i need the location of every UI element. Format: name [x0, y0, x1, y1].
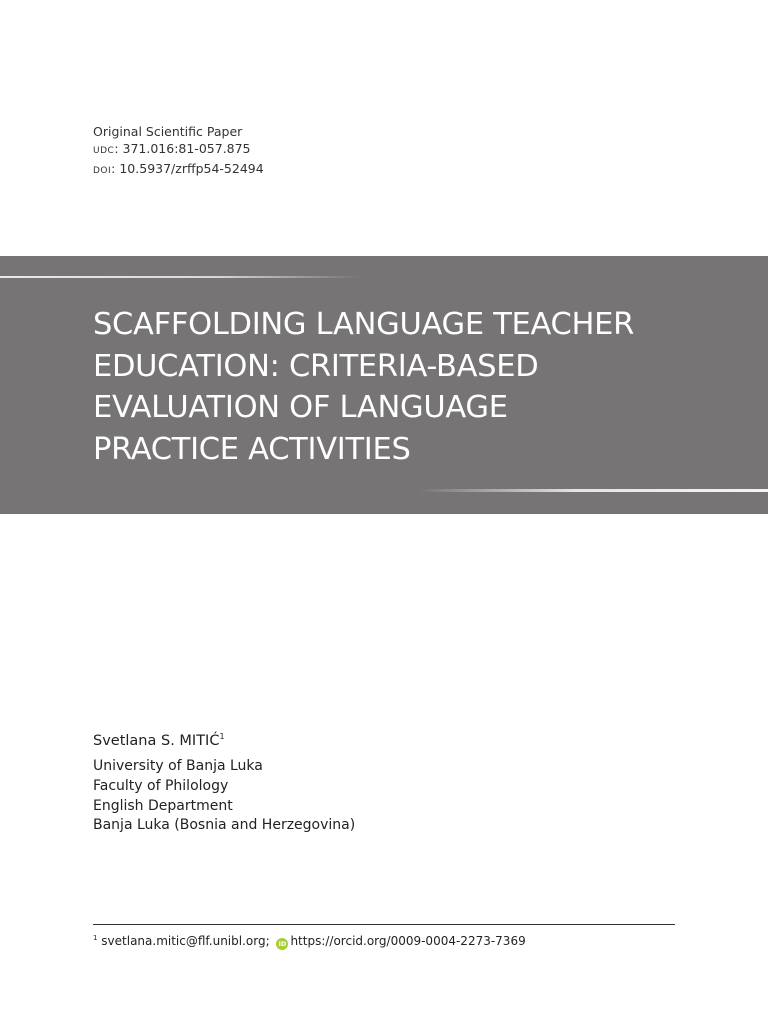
author-name: Svetlana S. MITIĆ [93, 732, 220, 749]
title-line-1: SCAFFOLDING LANGUAGE TEACHER [93, 307, 635, 342]
footnote-rule [93, 924, 675, 925]
title-line-2: EDUCATION: CRITERIA-BASED [93, 348, 539, 384]
article-meta [93, 123, 264, 180]
banner-bottom-rule [418, 489, 768, 492]
footnote [93, 934, 526, 950]
title-line-4: PRACTICE ACTIVITIES [93, 431, 411, 467]
footnote-marker: 1 [93, 934, 98, 942]
paper-title [93, 304, 733, 470]
udc-value: : 371.016:81-057.875 [114, 141, 251, 156]
affiliation-location: Banja Luka (Bosnia and Herzegovina) [93, 817, 356, 834]
author-footnote-marker: 1 [219, 732, 225, 741]
orcid-link[interactable]: https://orcid.org/0009-0004-2273-7369 [290, 934, 526, 948]
affiliation [93, 757, 355, 836]
banner-top-rule [0, 276, 360, 278]
title-line-3: EVALUATION OF LANGUAGE [93, 390, 508, 425]
doi-line [93, 160, 264, 180]
doi-value[interactable]: : 10.5937/zrffp54-52494 [111, 161, 264, 176]
paper-type: Original Scientific Paper [93, 124, 243, 139]
affiliation-faculty: Faculty of Philology [93, 777, 229, 794]
affiliation-department: English Department [93, 797, 233, 814]
udc-line [93, 140, 264, 160]
orcid-icon: iD [276, 938, 288, 950]
udc-label: UDC [93, 146, 115, 156]
title-banner [0, 256, 768, 514]
author [93, 732, 225, 749]
affiliation-university: University of Banja Luka [93, 758, 263, 774]
author-email[interactable]: svetlana.mitic@flf.unibl.org; [101, 934, 270, 948]
doi-label: DOI [93, 166, 112, 176]
